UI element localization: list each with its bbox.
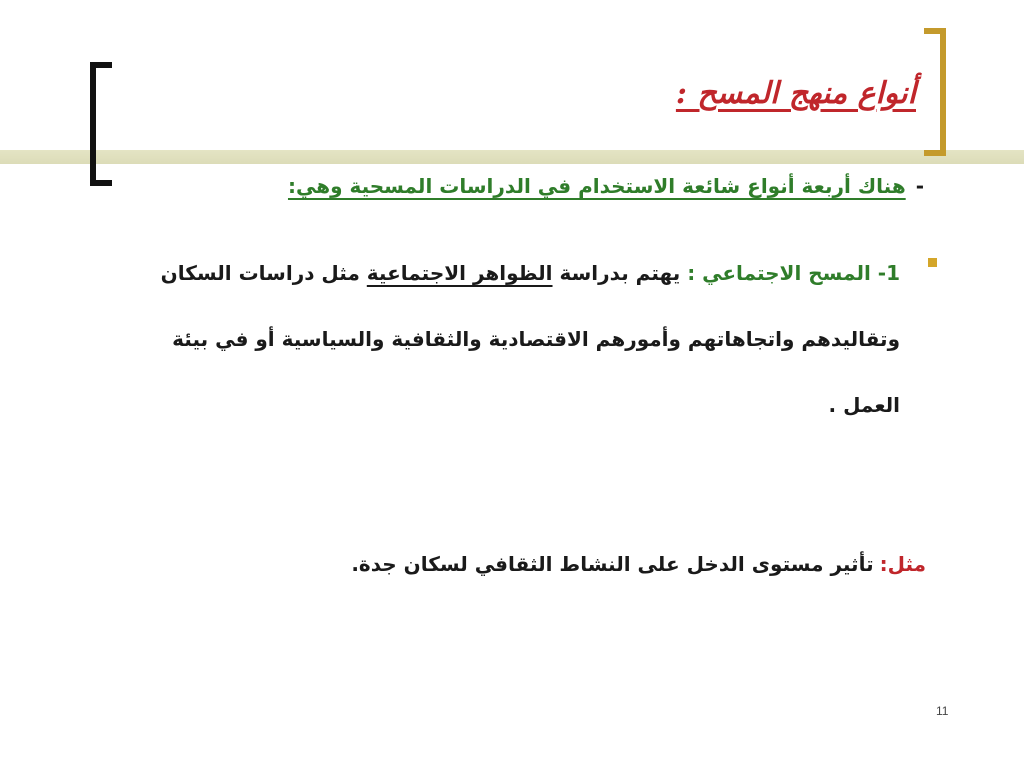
- point-text-after: مثل دراسات السكان وتقاليدهم واتجاهاتهم وأمورهم الاقتصادية والثقافية والسياسية أو في بيئة العمل .: [160, 261, 900, 417]
- intro-line: [288, 174, 924, 198]
- right-bracket-decoration: [924, 28, 946, 156]
- bullet-square-icon: [928, 258, 937, 267]
- slide-title: أنواع منهج المسح :: [675, 76, 916, 111]
- point-underlined-term: الظواهر الاجتماعية: [366, 261, 553, 285]
- example-line: [351, 552, 926, 576]
- example-text: تأثير مستوى الدخل على النشاط الثقافي لسكان جدة.: [351, 552, 874, 576]
- intro-text: هناك أربعة أنواع شائعة الاستخدام في الدراسات المسحية وهي:: [287, 174, 906, 198]
- point-text-before: يهتم بدراسة: [552, 261, 688, 285]
- intro-dash: -: [915, 174, 924, 198]
- point-social-survey: [140, 240, 900, 438]
- slide-number: 11: [936, 704, 949, 718]
- left-bracket-decoration: [90, 62, 112, 186]
- header-band: [0, 150, 1024, 164]
- point-heading: 1- المسح الاجتماعي :: [687, 261, 900, 285]
- example-label: مثل:: [879, 552, 926, 576]
